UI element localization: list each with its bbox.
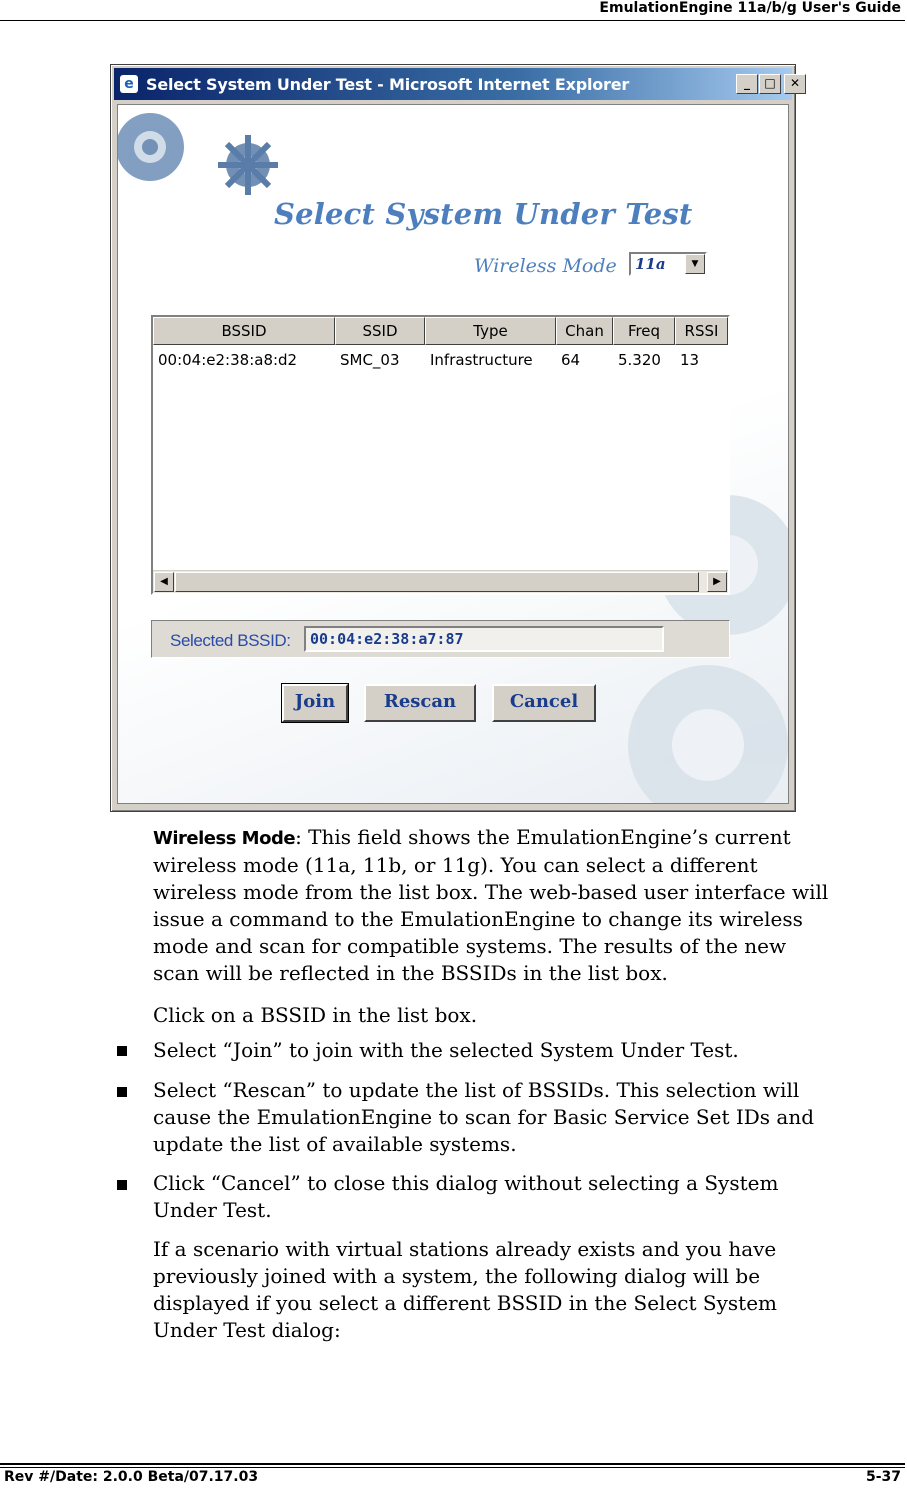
footer-rule	[0, 1463, 905, 1465]
bullet-rescan	[153, 1077, 893, 1158]
scroll-thumb[interactable]	[175, 572, 699, 592]
bullet-square-icon	[117, 1180, 127, 1190]
click-bssid-paragraph: Click on a BSSID in the list box.	[153, 1003, 478, 1027]
column-header-rssi[interactable]: RSSI	[675, 317, 728, 345]
close-button[interactable]: ✕	[784, 74, 806, 94]
window-titlebar[interactable]	[114, 68, 801, 100]
join-button[interactable]: Join	[282, 684, 348, 722]
minimize-button[interactable]: _	[736, 74, 758, 94]
bssid-list[interactable]	[151, 315, 730, 595]
footer-revision: Rev #/Date: 2.0.0 Beta/07.17.03	[4, 1469, 259, 1485]
scenario-line: displayed if you select a different BSSID in the Select System	[153, 1291, 777, 1315]
column-header-freq[interactable]: Freq	[613, 317, 675, 345]
rescan-button[interactable]: Rescan	[364, 684, 476, 722]
cell-freq: 5.320	[618, 351, 661, 369]
desc-line: issue a command to the EmulationEngine to change its wireless	[153, 907, 803, 931]
column-header-chan[interactable]: Chan	[556, 317, 613, 345]
page-number: 5-37	[865, 1469, 901, 1485]
horizontal-scrollbar[interactable]	[153, 570, 728, 593]
dialog-title: Select System Under Test	[274, 197, 693, 231]
cell-chan: 64	[561, 351, 581, 369]
selected-bssid-label: Selected BSSID:	[170, 631, 291, 650]
desc-line: wireless mode from the list box. The web-based user interface will	[153, 880, 829, 904]
bullet-square-icon	[117, 1046, 127, 1056]
column-header-type[interactable]: Type	[425, 317, 556, 345]
scroll-left-icon[interactable]: ◀	[154, 572, 174, 592]
gear-decoration-icon	[118, 105, 288, 225]
wireless-mode-description	[153, 824, 893, 987]
bullet-line: Under Test.	[153, 1198, 272, 1222]
desc-line: wireless mode (11a, 11b, or 11g). You can select a different	[153, 853, 758, 877]
bullet-line: Click “Cancel” to close this dialog without selecting a System	[153, 1171, 779, 1195]
cell-bssid: 00:04:e2:38:a8:d2	[158, 351, 298, 369]
scenario-line: previously joined with a system, the following dialog will be	[153, 1264, 761, 1288]
ie-icon: e	[120, 75, 138, 93]
desc-line: : This field shows the EmulationEngine’s current	[295, 825, 791, 849]
cell-ssid: SMC_03	[340, 351, 400, 369]
cell-type: Infrastructure	[430, 351, 533, 369]
table-row[interactable]	[153, 349, 728, 371]
bullet-square-icon	[117, 1087, 127, 1097]
ie-window	[110, 64, 801, 812]
dialog-content	[117, 104, 789, 804]
wireless-mode-term: Wireless Mode	[153, 828, 296, 849]
cancel-button[interactable]: Cancel	[492, 684, 596, 722]
chevron-down-icon[interactable]: ▼	[685, 254, 705, 274]
document-footer	[0, 1469, 905, 1487]
scenario-line: Under Test dialog:	[153, 1318, 341, 1342]
footer-rule	[0, 1467, 905, 1468]
desc-line: scan will be reflected in the BSSIDs in the list box.	[153, 961, 668, 985]
scroll-right-icon[interactable]: ▶	[707, 572, 727, 592]
bullet-line: Select “Rescan” to update the list of BSSIDs. This selection will	[153, 1078, 800, 1102]
scenario-paragraph	[153, 1236, 893, 1344]
document-header	[0, 0, 905, 21]
window-title: Select System Under Test - Microsoft Internet Explorer	[146, 75, 630, 94]
cell-rssi: 13	[680, 351, 700, 369]
bullet-cancel	[153, 1170, 893, 1224]
wireless-mode-value: 11a	[635, 255, 666, 273]
selected-bssid-panel	[151, 620, 730, 658]
column-header-ssid[interactable]: SSID	[335, 317, 425, 345]
maximize-button[interactable]: □	[759, 74, 781, 94]
column-header-bssid[interactable]: BSSID	[153, 317, 335, 345]
scenario-line: If a scenario with virtual stations already exists and you have	[153, 1237, 777, 1261]
bullet-line: update the list of available systems.	[153, 1132, 517, 1156]
desc-line: mode and scan for compatible systems. The results of the new	[153, 934, 787, 958]
list-header	[153, 317, 728, 345]
selected-bssid-field[interactable]: 00:04:e2:38:a7:87	[304, 626, 664, 652]
wireless-mode-label: Wireless Mode	[474, 255, 617, 277]
wireless-mode-select[interactable]	[629, 252, 707, 276]
bullet-line: cause the EmulationEngine to scan for Basic Service Set IDs and	[153, 1105, 814, 1129]
bullet-join: Select “Join” to join with the selected System Under Test.	[153, 1038, 739, 1062]
header-title: EmulationEngine 11a/b/g User's Guide	[599, 0, 901, 16]
